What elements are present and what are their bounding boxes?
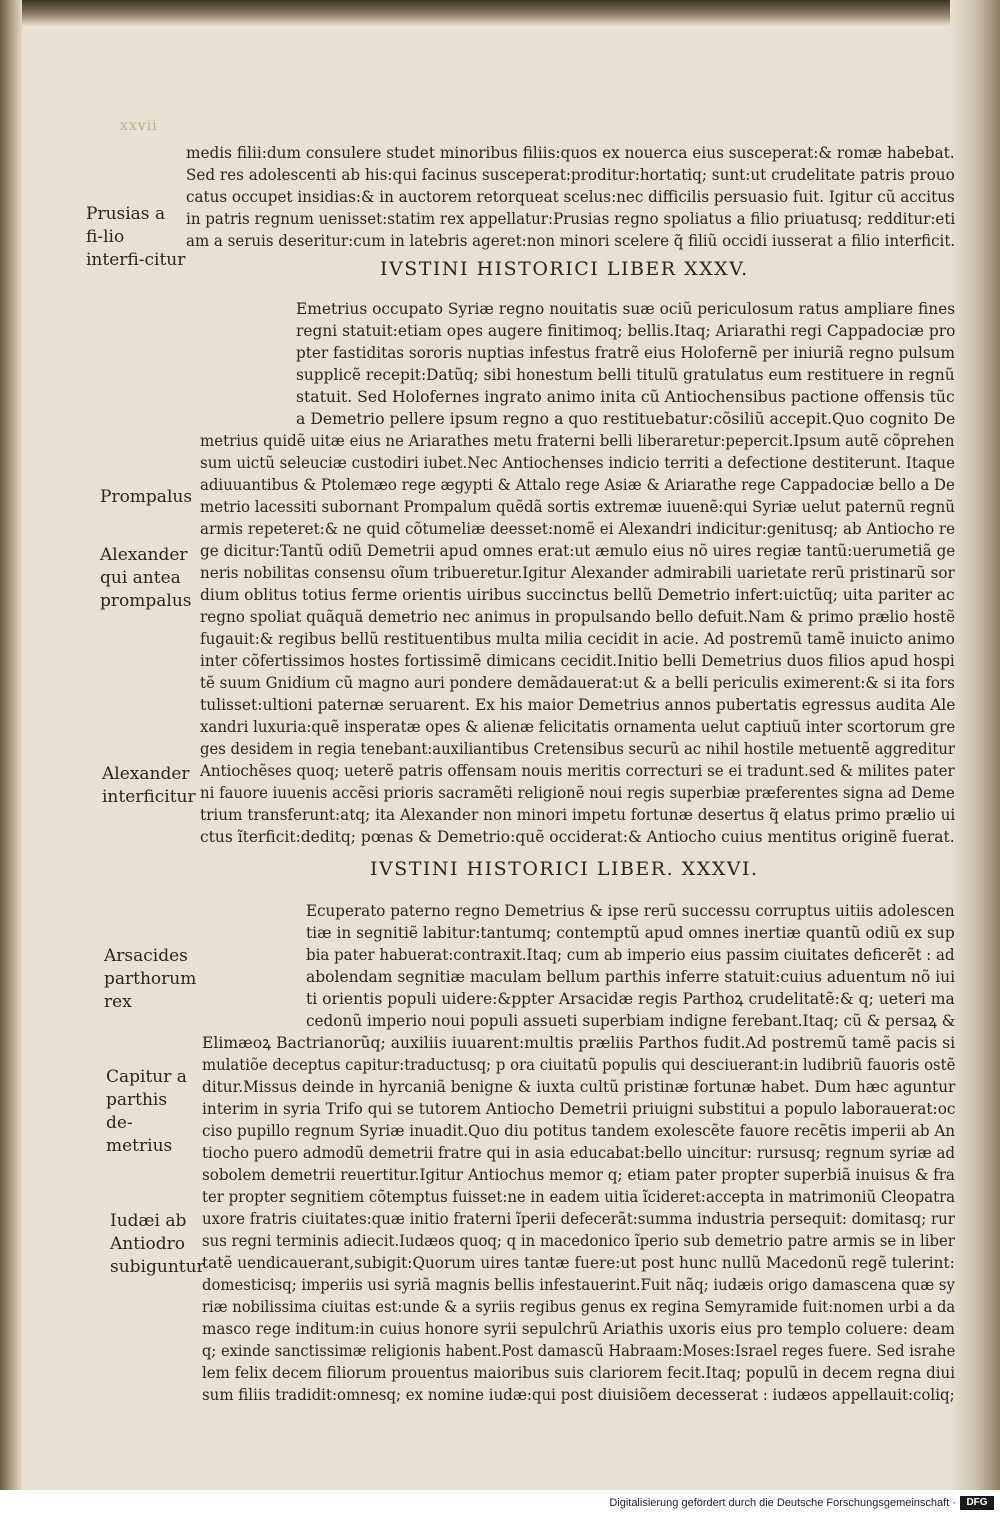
text-line: Elimæoꝝ Bactrianorũq; auxiliis iuuarent:multis præliis Parthos fudit.Ad postremũ tamẽ pacis si (202, 1033, 956, 1052)
dfg-logo: DFG (960, 1496, 994, 1510)
text-line: ciso pupillo regnum Syriæ inuadit.Quo diu potitus tandem exolescẽte fauore recẽtis imperii ab An (202, 1121, 956, 1140)
text-line: mulatiõe deceptus capitur:traductusq; p ora ciuitatũ populis qui desciuerant:in ludibriũ fauoris ostẽ (202, 1055, 956, 1074)
text-line: riæ nobilissima ciuitas est:unde & a syriis regibus genus ex regina Semyramide fuit:nomen urbi a da (202, 1297, 956, 1316)
page-fold-shadow (0, 0, 1000, 26)
text-line: ti orientis populi uidere:&ppter Arsacidæ regis Parthoꝝ crudelitatẽ:& q; ueteri ma (306, 989, 955, 1008)
text-line: dium oblitus totius ferme orientis uiribus succinctus bellũ Demetrio infert:uictũq; uita pariter ac (200, 585, 955, 604)
text-line: tiæ in segnitiẽ labitur:tantumq; contemptũ apud omnes inertiæ quantũ odiũ ex sup (306, 923, 955, 942)
margin-note: Prusias a fi-lio interfi-citur (86, 204, 186, 270)
text-line: ni fauore iuuenis accẽsi prioris sacramẽti religionẽ noui regis superbiæ præferentes signa ad Deme (200, 783, 955, 802)
binding-gutter (0, 0, 22, 1490)
text-line: tulisset:ultioni paternæ seruarent. Ex his maior Demetrius annos pubertatis egressus audita Ale (200, 695, 956, 714)
margin-note: Alexander interficitur (102, 764, 196, 807)
text-line: bia pater habuerat:contraxit.Itaq; cum ab imperio eius passim ciuitates deficerẽt : ad (306, 945, 955, 964)
text-line: am a seruis deseritur:cum in latebris ageret:non minori scelere q̃ filiũ occidi iusserat a filio interficit. (186, 231, 956, 250)
text-line: sus regni terminis adiecit.Iudæos quoq; q in macedonico ĩperio sub demetrio patre armis se in liber (202, 1231, 955, 1250)
text-line: domesticisq; imperiis usi syriã magnis bellis infestauerint.Fuit nãq; iudæis origo damascena quæ sy (202, 1275, 955, 1294)
text-line: neris nobilitas consensu oĩum tribueretur.Igitur Alexander admirabili uarietate rerũ pristinarũ sor (200, 563, 955, 582)
margin-note: Prompalus (100, 487, 193, 507)
text-line: statuit. Sed Holofernes ingrato animo inita cũ Antiochensibus pactione offensis tũc (296, 387, 955, 406)
margin-note: Alexander qui antea prompalus (100, 545, 192, 611)
text-line: ctus ĩterficit:deditq; pœnas & Demetrio:quẽ occiderat:& Antiocho cuius mentitus originẽ fuerat. (200, 827, 955, 846)
text-line: supplicẽ recepit:Datũq; sibi honestum belli titulũ gratulatus eum restituere in regnũ (296, 365, 955, 384)
text-line: Sed res adolescenti ab his:qui facinus susceperat:proditur:hortatiq; sunt:ut crudelitate patris prouo (186, 165, 955, 184)
text-line: tiocho puero admodũ demetrii fratre qui in asia educabat:bello uincitur: rursusq; regnum syriæ ad (202, 1143, 956, 1162)
text-line: ges desidem in regia tenebant:auxiliantibus Cretensibus securũ ac nihil hostile metuentẽ aggreditur (200, 739, 955, 758)
text-line: Antiochẽses quoq; ueterẽ patris offensam nouis meritis correcturi se ei tradunt.sed & milites pater (200, 761, 955, 780)
text-line: pter fastiditas sororis nuptias infestus fratrẽ eius Holofernẽ per iniuriã regno pulsum (296, 343, 955, 362)
text-line: inter cõfertissimos hostes fortissimẽ dimicans cecidit.Initio belli Demetrius duos filios apud hospi (200, 651, 955, 670)
text-line: ditur.Missus deinde in hyrcaniã benigne & iuxta cultũ pristinæ fortunæ habet. Dum hæc aguntur (202, 1077, 956, 1096)
text-line: in patris regnum uenisset:statim rex appellatur:Prusias regno spoliatus a filio priuatusq; redditur:eti (186, 209, 956, 228)
text-line: catus occupet insidias:& in auctorem retorqueat scelus:nec difficilis persuasio fuit. Igitur cũ accitus (186, 187, 955, 206)
text-line: tẽ suum Gnidium cũ magno auri pondere demãdauerat:ut & a belli periculis eximerent:& si ita fors (200, 673, 955, 692)
text-line: masco rege inditum:in cuius honore syrii sepulchrũ Ariathis uxoris eius pro templo coluere: deam (202, 1319, 955, 1338)
margin-note: Iudæi ab Antiodro subiguntur (110, 1211, 205, 1277)
text-line: sum filiis tradidit:omnesq; ex nomine iudæ:qui post diuisiõem decesserat : iudæos appellauit:coliq; (202, 1385, 955, 1404)
text-line: Ecuperato paterno regno Demetrius & ipse rerũ successu corruptus uitiis adolescen (306, 901, 955, 920)
digitization-footer (0, 1490, 1000, 1517)
text-line: ge dicitur:Tantũ odiũ Demetrii apud omnes erat:ut æmulo eius nõ uires regiæ tantũ:uerumetiã ge (200, 541, 956, 560)
text-line: ter propter segnitiem cõtemptus fuisset:ne in eadem uitia ĩcideret:accepta in matrimoniũ Cleopatra (202, 1187, 956, 1206)
text-line: sobolem demetrii reuertitur.Igitur Antiochus memor q; etiam pater propter superbiã inuisus & fra (202, 1165, 955, 1184)
text-line: metrio lacessiti subornant Prompalum quẽdã sortis extremæ iuuenẽ:qui Syriæ uelut paternũ regnũ (200, 497, 955, 516)
text-line: sum uictũ seleuciæ custodiri iubet.Nec Antiochenses indicio territi a defectione destiterunt. Itaque (200, 453, 955, 472)
folio-number: xxvii (120, 118, 158, 134)
text-line: trium transferunt:atq; ita Alexander non minori impetu fortunæ desertus q̃ elatus primo prælio ui (200, 805, 956, 824)
text-line: cedonũ imperio noui populi assueti superbiam indigne ferebant.Itaq; cũ & persaꝝ & (306, 1011, 956, 1030)
page-edge (950, 0, 1000, 1490)
text-line: interim in syria Trifo qui se tutorem Antiocho Demetrii priuigni substitui a populo laborauerat:oc (202, 1099, 956, 1118)
text-line: a Demetrio pellere ipsum regno a quo restituebatur:cõsiliũ accepit.Quo cognito De (296, 409, 956, 428)
text-line: uxore fratris ciuitates:quæ initio fraterni ĩperii defecerãt:summa industria persequit: domitasq; rur (202, 1209, 955, 1228)
text-line: tatẽ uendicauerant,subigit:Quorum uires tantæ fuere:ut post hunc nullũ Macedonũ regẽ tulerint: (202, 1253, 955, 1272)
text-line: q; exinde sanctissimæ religionis habent.Post damascũ Habraam:Moses:Israel reges fuere. Sed israhe (202, 1341, 956, 1360)
text-line: metrius quidẽ uitæ eius ne Ariarathes metu fraterni belli liberaretur:pepercit.Ipsum autẽ cõprehen (200, 431, 955, 450)
book-heading: IVSTINI HISTORICI LIBER. XXXVI. (370, 858, 759, 880)
funding-notice: Digitalisierung gefördert durch die Deutsche Forschungsgemeinschaft · (609, 1497, 956, 1509)
text-line: xandri luxuria:quẽ insperatæ opes & alienæ felicitatis ornamenta uelut captiuũ inter scortorum gre (200, 717, 956, 736)
text-line: regno spoliat quãquã demetrio nec animus in propulsando bello defuit.Nam & primo prælio hostẽ (200, 607, 956, 626)
text-line: fugauit:& regibus bellũ restituentibus multa milia cecidit in acie. Ad postremũ tamẽ inuicto animo (200, 629, 955, 648)
text-line: medis filii:dum consulere studet minoribus filiis:quos ex nouerca eius susceperat:& romæ habebat. (186, 143, 955, 162)
text-line: abolendam segnitiæ maculam bellum parthis inferre statuit:cuius aduentum nõ iui (306, 967, 956, 986)
text-line: Emetrius occupato Syriæ regno nouitatis suæ ociũ periculosum ratus ampliare fines (296, 299, 956, 318)
text-line: adiuuantibus & Ptolemæo rege ægypti & Attalo rege Asiæ & Ariarathe rege Cappadociæ bello a De (200, 475, 955, 494)
text-line: armis repeteret:& ne quid cõtumeliæ deesset:nomẽ ei Alexandri indicitur:genitusq; ab Antiocho re (200, 519, 956, 538)
text-line: regni statuit:etiam opes augere finitimoq; bellis.Itaq; Ariarathi regi Cappadociæ pro (296, 321, 956, 340)
margin-note: Arsacides parthorum rex (104, 946, 197, 1012)
text-line: lem felix decem filiorum prouentus maioribus suis clariorem fecit.Itaq; populũ in decem regna diui (202, 1363, 956, 1382)
book-heading: IVSTINI HISTORICI LIBER XXXV. (380, 258, 749, 280)
margin-note: Capitur a parthis de-metrius (106, 1067, 187, 1156)
